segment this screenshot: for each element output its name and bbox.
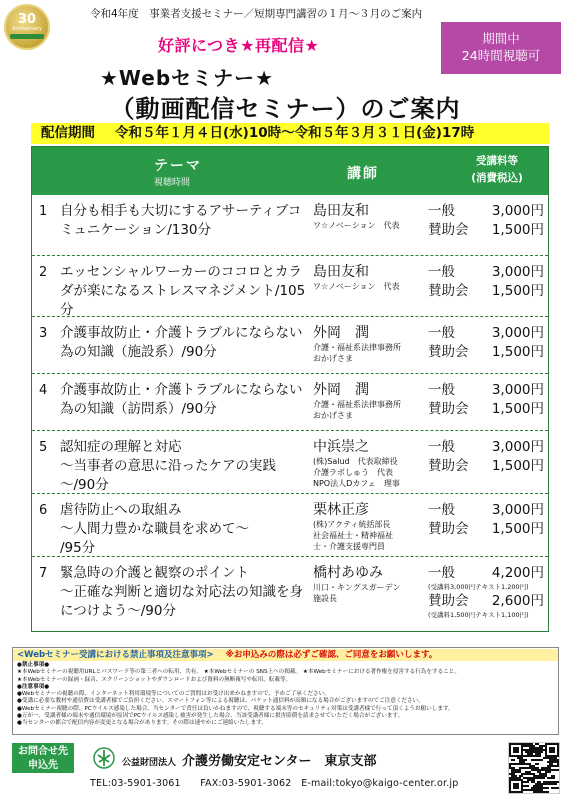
table-row (32, 195, 548, 255)
fee-general: 3,000円 (491, 502, 544, 518)
instructor-affiliation: 介護ラボしゅう 代表 (313, 468, 393, 477)
row-number: 1 (39, 204, 48, 219)
instructor-affiliation: おかげさま (313, 354, 353, 363)
anniversary-badge: 30 Anniversary (4, 4, 50, 50)
table-row (32, 556, 548, 631)
notice-header: <Webセミナー受講における禁止事項及注意事項> ※お申込みの際は必ずご確認、ご同意をお願いします。 (13, 649, 558, 661)
fee-member: 1,500円 (491, 521, 544, 537)
seminar-theme: 自分も相手も大切にするアサーティブコミュニケーション/130分 (60, 203, 302, 238)
fee (428, 263, 544, 301)
fee (428, 381, 544, 419)
fee-general: 3,000円 (491, 203, 544, 219)
page-subtitle: （動画配信セミナー）のご案内 (110, 95, 461, 123)
instructor (313, 501, 423, 552)
notice-line: ●注意事項● (17, 683, 50, 690)
fee-general-label: 一般 (428, 325, 455, 341)
fee-member: 1,500円 (491, 458, 544, 474)
row-number: 3 (39, 326, 48, 341)
instructor-affiliation: 川口・キングスガーデン (313, 583, 401, 592)
instructor-affiliation: 介護・福祉系法律事務所 (313, 343, 401, 352)
header-fee: 受講料等 (消費税込) (471, 155, 523, 184)
org-name: 公益財団法人 介護労働安定センター 東京支部 (122, 754, 377, 769)
instructor-affiliation: 介護・福祉系法律事務所 (313, 400, 401, 409)
notice-line: ●受講に必要な教材や通信費は受講者様でご負担ください。スマートフォン等による視聴は、パケット通信料が高額になる場合がございますのでご注意ください。 (17, 698, 424, 705)
fee-general: 3,000円 (491, 325, 544, 341)
fee-member: 1,500円 (491, 222, 544, 238)
viewing-period-box: 期間中 24時間視聴可 (441, 22, 561, 74)
notice-line: ★本Webセミナーの視聴用URLとパスワード等の第三者への転用、共有。 ★本Webセミナーの SNS上への掲載。 ★本Webセミナーにおける著作権を侵害する行為をすること。 (17, 669, 460, 676)
fee-member: 2,600円 (491, 593, 544, 609)
fee-member-label: 賛助会 (428, 283, 469, 299)
table-header (32, 147, 548, 195)
fee (428, 324, 544, 362)
instructor (313, 202, 423, 231)
header-viewing-time: 視聴時間 (154, 178, 191, 188)
recast-banner: 好評につき★再配信★ (158, 36, 320, 55)
fee (428, 438, 544, 476)
seminar-theme: エッセンシャルワーカーのココロとカラダが楽になるストレスマネジメント/105分 (60, 264, 306, 318)
fee-general-label: 一般 (428, 382, 455, 398)
qr-code-icon[interactable] (508, 742, 560, 794)
instructor-affiliation: (株)Salud 代表取締役 (313, 457, 398, 466)
fee-member-label: 賛助会 (428, 401, 469, 417)
fee-member: 1,500円 (491, 344, 544, 360)
row-number: 7 (39, 566, 48, 581)
fee-note: (受講料1,500円テキスト1,100円) (428, 611, 529, 619)
notice-line: ●禁止事項● (17, 662, 50, 668)
instructor-name: 中浜崇之 (313, 439, 369, 455)
instructor-name: 外岡 潤 (313, 325, 369, 341)
instructor (313, 438, 423, 489)
fee (428, 564, 544, 620)
instructor (313, 564, 423, 604)
fee-general: 4,200円 (491, 565, 544, 581)
contact-details: TEL:03-5901-3061 FAX:03-5901-3062 E-mail:tokyo@kaigo-center.or.jp (90, 778, 459, 789)
distribution-period: 配信期間 令和５年１月４日(水)10時～令和５年３月３１日(金)17時 (31, 123, 549, 144)
header-instructor: 講師 (347, 166, 379, 182)
fee-member-label: 賛助会 (428, 521, 469, 537)
instructor-name: 橋村あゆみ (313, 565, 383, 581)
seminar-theme: 介護事故防止・介護トラブルにならない為の知識（施設系）/90分 (60, 325, 303, 360)
instructor (313, 263, 423, 292)
fee-general: 3,000円 (491, 382, 544, 398)
fee-member-label: 賛助会 (428, 593, 469, 609)
row-number: 6 (39, 503, 48, 518)
instructor-affiliation: おかげさま (313, 411, 353, 420)
instructor-affiliation: 社会福祉士・精神福祉 (313, 531, 393, 540)
header-theme: テーマ (154, 158, 202, 174)
table-body (32, 195, 548, 631)
instructor-affiliation: ワ☆ノベーション 代表 (313, 221, 400, 230)
seminar-theme: 認知症の理解と対応 ～当事者の意思に沿ったケアの実践～/90分 (60, 439, 276, 493)
fee-general-label: 一般 (428, 264, 455, 280)
contact-label: お問合せ先 申込先 (12, 743, 74, 773)
fee-general-label: 一般 (428, 439, 455, 455)
fee-general: 3,000円 (491, 439, 544, 455)
notice-line: ●Webセミナー視聴の際、PCウイルス感染した場合、当センターで責任は負いかねますので、視聴する端末等のセキュリティ対策は受講者様で行って頂くようお願いします。 (17, 705, 454, 712)
seminar-theme: 虐待防止への取組み ～人間力豊かな職員を求めて～ /95分 (60, 502, 249, 556)
notice-line: ●Webセミナーの視聴の際、インターネット利用環境等についてのご質問はお受け出来かねますので、予めご了承ください。 (17, 691, 330, 698)
instructor-affiliation: 士・介護支援専門員 (313, 542, 385, 551)
fee-general-label: 一般 (428, 203, 455, 219)
page-title: ★Webセミナー★ (100, 66, 275, 90)
instructor (313, 381, 423, 421)
instructor-affiliation: NPO法人Dカフェ 理事 (313, 479, 400, 488)
instructor-name: 島田友和 (313, 203, 369, 219)
fee-note: (受講料3,000円テキスト1,200円) (428, 583, 529, 591)
table-row (32, 316, 548, 373)
instructor-name: 島田友和 (313, 264, 369, 280)
row-number: 5 (39, 440, 48, 455)
table-row (32, 373, 548, 430)
table-row (32, 430, 548, 493)
notice-box (12, 647, 559, 735)
table-row (32, 493, 548, 556)
seminar-theme: 介護事故防止・介護トラブルにならない為の知識（訪問系）/90分 (60, 382, 303, 417)
instructor-name: 外岡 潤 (313, 382, 369, 398)
notice-line: ●当センターの都合で配信内容が変更となる場合があります。その際は速やかにご連絡いたします。 (17, 720, 267, 727)
fee-general: 3,000円 (491, 264, 544, 280)
fee-member: 1,500円 (491, 283, 544, 299)
fee (428, 501, 544, 539)
seminar-table (31, 146, 549, 632)
fee (428, 202, 544, 240)
fee-member-label: 賛助会 (428, 344, 469, 360)
fee-general-label: 一般 (428, 502, 455, 518)
instructor-affiliation: 施設長 (313, 594, 337, 603)
instructor-affiliation: ワ☆ノベーション 代表 (313, 282, 400, 291)
notice-body (17, 662, 554, 728)
row-number: 4 (39, 383, 48, 398)
instructor-name: 栗林正彦 (313, 502, 369, 518)
seminar-theme: 緊急時の介護と観察のポイント ～正確な判断と適切な対応法の知識を身につけよう～/90分 (60, 565, 303, 619)
row-number: 2 (39, 265, 48, 280)
fee-member-label: 賛助会 (428, 458, 469, 474)
header-topline: 令和4年度 事業者支援セミナー／短期専門講習の１月～３月のご案内 (90, 8, 423, 20)
notice-line: ●万が一、受講者様の端末や通信環境が原因でPCウイルス感染し被害が発生した場合、当該受講者様に損害賠償を請求させていただく場合がございます。 (17, 713, 404, 720)
table-row (32, 255, 548, 316)
fee-member-label: 賛助会 (428, 222, 469, 238)
instructor (313, 324, 423, 364)
org-logo-icon (93, 747, 115, 769)
fee-member: 1,500円 (491, 401, 544, 417)
fee-general-label: 一般 (428, 565, 455, 581)
instructor-affiliation: (株)アクティ統括部長 (313, 520, 391, 529)
notice-line: ★本Webセミナーの録画・録音、スクリーンショットやダウンロードおよび資料の無断複写や転用、転載等。 (17, 676, 292, 683)
